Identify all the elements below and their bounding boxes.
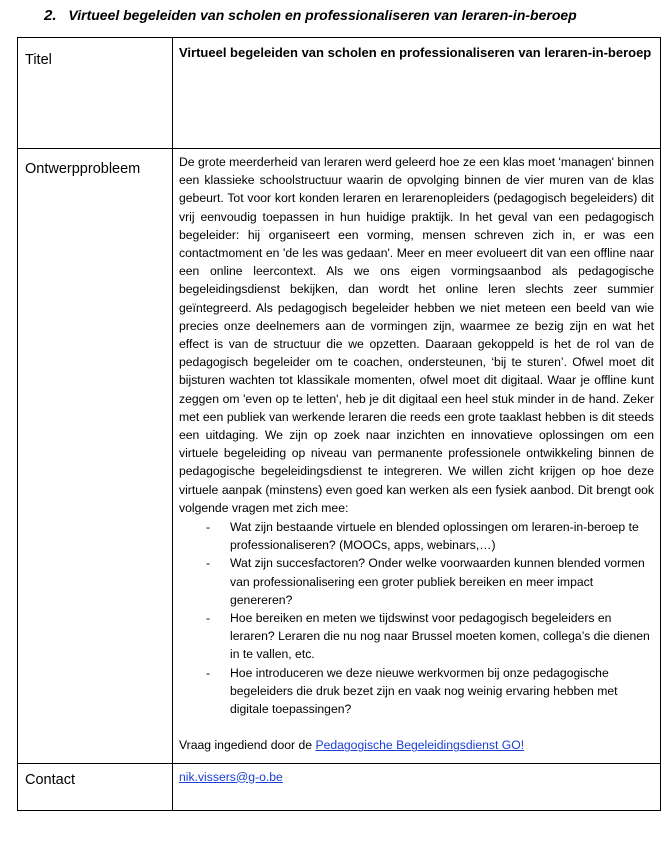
list-item bbox=[179, 609, 654, 664]
problem-paragraph: De grote meerderheid van leraren werd geleerd hoe ze een klas moet 'managen' binnen een klassieke schoolstructuur waarin de opvolging binnen de vier muren van de klas gebeurt. Tot voor kort konden leraren en lerarenopleiders (pedagogisch begeleiders) dit vrij eenvoudig toepassen in hun huidige praktijk. In het geval van een pedagogisch begeleider: hij organiseert een vorming, mensen schreven zich in, er was een contactmoment en 'de les was gedaan'. Meer en meer evolueert dit van een offline naar een online leercontext. Als we ons eigen vormingsaanbod als pedagogische begeleidingsdienst bekijken, dan wordt het online leren slechts zeer summier geïntegreerd. Als pedagogisch begeleider hebben we niet meteen een beeld van wie precies onze deelnemers aan de vormingen zijn, waarmee ze bezig zijn en wat het effect is van de structuur die we opzetten. Daaraan gekoppeld is het de rol van de pedagogisch begeleider om te coachen, ondersteunen, ‘bij te sturen’. Ofwel moet dit bijsturen wachten tot klassikale momenten, ofwel moet dit digitaal. Waar je offline kunt zeggen om 'even op te letten', heb je dit digitaal een heel stuk minder in de hand. Zeker met een publiek van werkende leraren die reeds een grote taaklast hebben is dit steeds een uitdaging. We zijn op zoek naar inzichten en innovatieve oplossingen om een virtuele begeleiding op niveau van permanente professionele ontwikkeling binnen de pedagogische begeleidingsdienst te integreren. We willen zicht krijgen op hoe deze virtuele aanpak (minstens) even goed kan werken als een fysiek aanbod. Dit brengt ook volgende vragen met zich mee: bbox=[179, 155, 654, 515]
problem-value-cell bbox=[173, 149, 661, 764]
submitted-by bbox=[179, 736, 654, 754]
list-item bbox=[179, 554, 654, 609]
project-table bbox=[17, 37, 661, 811]
section-heading bbox=[44, 7, 577, 24]
table-row-problem bbox=[18, 149, 661, 764]
contact-label: Contact bbox=[18, 763, 173, 810]
bullet-dash: - bbox=[206, 665, 211, 680]
title-value: Virtueel begeleiden van scholen en professionaliseren van leraren-in-beroep bbox=[179, 45, 652, 60]
problem-label: Ontwerpprobleem bbox=[18, 149, 173, 764]
list-item bbox=[179, 664, 654, 719]
bullet-dash: - bbox=[206, 520, 211, 535]
title-value-cell bbox=[173, 38, 661, 149]
question-text: Hoe bereiken en meten we tijdswinst voor pedagogisch begeleiders en leraren? Leraren die nu nog naar Brussel moeten komen, collega’s die dienen in te vallen, etc. bbox=[230, 611, 650, 662]
table-row-contact bbox=[18, 763, 661, 810]
submitted-prefix: Vraag ingediend door de bbox=[179, 738, 316, 753]
section-title: Virtueel begeleiden van scholen en professionaliseren van leraren-in-beroep bbox=[68, 7, 577, 23]
section-number: 2. bbox=[44, 7, 57, 24]
bullet-dash: - bbox=[206, 556, 211, 571]
submitter-link[interactable]: Pedagogische Begeleidingsdienst GO! bbox=[315, 738, 525, 753]
question-text: Wat zijn succesfactoren? Onder welke voorwaarden kunnen blended vormen van professionalisering een groter publiek bereiken en meer impact genereren? bbox=[230, 556, 645, 607]
question-text: Hoe introduceren we deze nieuwe werkvormen bij onze pedagogische begeleiders die druk bezet zijn en vaak nog weinig ervaring hebben met digitale toepassingen? bbox=[230, 665, 618, 717]
table-row-title bbox=[18, 38, 661, 149]
contact-email-link[interactable]: nik.vissers@g-o.be bbox=[179, 769, 283, 784]
contact-value-cell bbox=[173, 763, 661, 810]
list-item bbox=[179, 518, 654, 554]
question-list bbox=[179, 518, 654, 718]
question-text: Wat zijn bestaande virtuele en blended oplossingen om leraren-in-beroep te professionaliseren? (MOOCs, apps, webinars,…) bbox=[230, 520, 639, 553]
bullet-dash: - bbox=[206, 611, 211, 626]
title-label: Titel bbox=[18, 38, 173, 149]
